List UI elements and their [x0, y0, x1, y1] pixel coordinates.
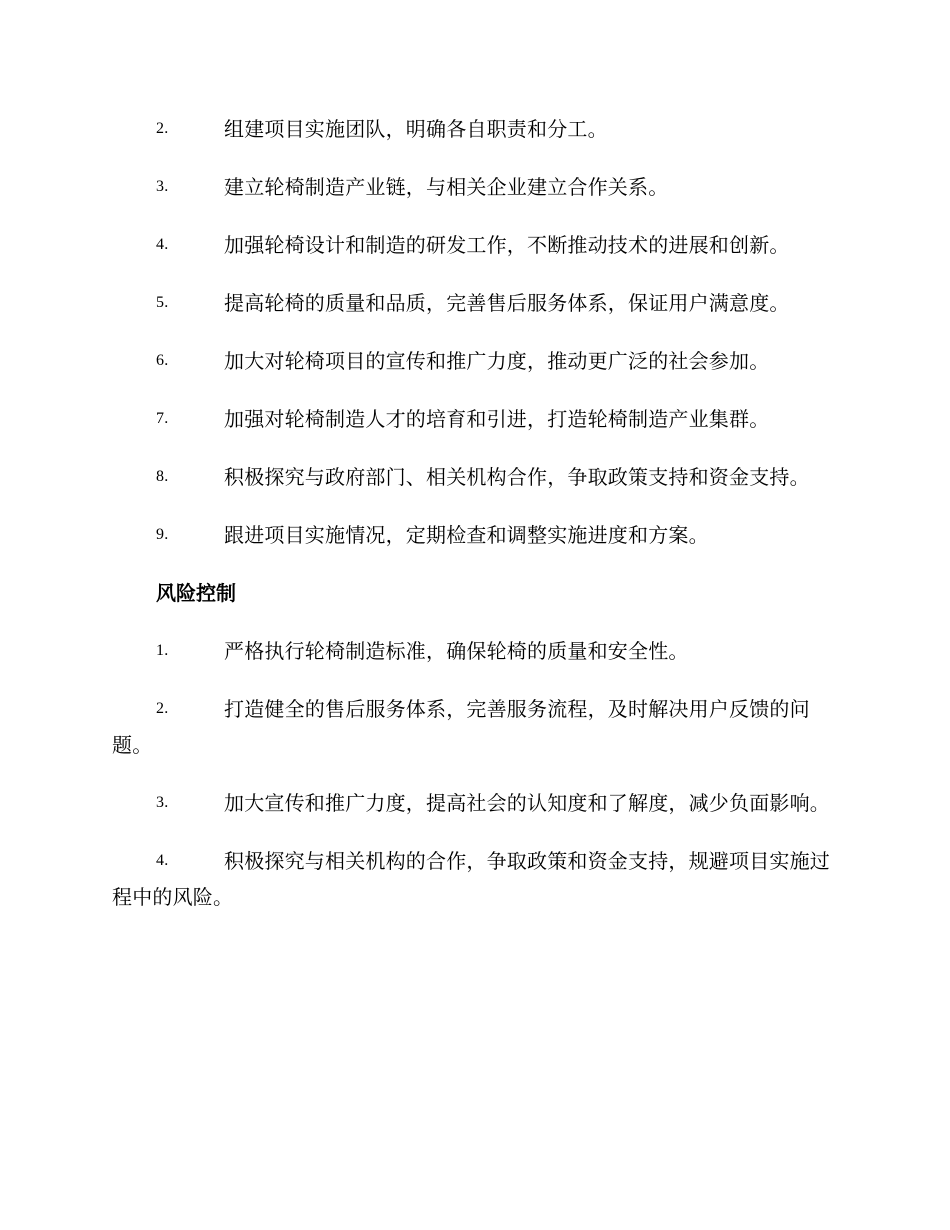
- list-number: 3.: [156, 178, 169, 195]
- list-item: [112, 517, 834, 553]
- list-number: 2.: [156, 120, 169, 137]
- list-number: 6.: [156, 352, 169, 369]
- list-number: 4.: [156, 852, 169, 869]
- list-text: 组建项目实施团队，明确各自职责和分工。: [224, 117, 608, 141]
- list-item: [112, 401, 834, 437]
- list-text: 打造健全的售后服务体系，完善服务流程，及时解决用户反馈的问题。: [112, 697, 810, 757]
- list-item: [112, 111, 834, 147]
- list-text: 建立轮椅制造产业链，与相关企业建立合作关系。: [224, 175, 669, 199]
- list-number: 2.: [156, 700, 169, 717]
- list-text: 加强对轮椅制造人才的培育和引进，打造轮椅制造产业集群。: [224, 407, 770, 431]
- list-item: [112, 785, 834, 821]
- list-text: 积极探究与相关机构的合作，争取政策和资金支持，规避项目实施过程中的风险。: [112, 849, 830, 909]
- list-text: 加大对轮椅项目的宣传和推广力度，推动更广泛的社会参加。: [224, 349, 770, 373]
- list-number: 1.: [156, 642, 169, 659]
- list-item: [112, 459, 834, 495]
- list-number: 5.: [156, 294, 169, 311]
- list-item: [112, 843, 834, 915]
- list-text: 加大宣传和推广力度，提高社会的认知度和了解度，减少负面影响。: [224, 791, 830, 815]
- list-item: [112, 691, 834, 763]
- list-number: 9.: [156, 526, 169, 543]
- list-text: 积极探究与政府部门、相关机构合作，争取政策支持和资金支持。: [224, 465, 810, 489]
- list-text: 跟进项目实施情况，定期检查和调整实施进度和方案。: [224, 523, 709, 547]
- list-number: 8.: [156, 468, 169, 485]
- list-number: 4.: [156, 236, 169, 253]
- list-item: [112, 169, 834, 205]
- section-heading: 风险控制: [156, 581, 236, 605]
- document-body: [112, 111, 834, 937]
- list-text: 严格执行轮椅制造标准，确保轮椅的质量和安全性。: [224, 639, 689, 663]
- list-number: 3.: [156, 794, 169, 811]
- list-item: [112, 285, 834, 321]
- list-item: [112, 227, 834, 263]
- list-text: 提高轮椅的质量和品质，完善售后服务体系，保证用户满意度。: [224, 291, 790, 315]
- list-item: [112, 633, 834, 669]
- list-number: 7.: [156, 410, 169, 427]
- list-item: [112, 343, 834, 379]
- list-text: 加强轮椅设计和制造的研发工作，不断推动技术的进展和创新。: [224, 233, 790, 257]
